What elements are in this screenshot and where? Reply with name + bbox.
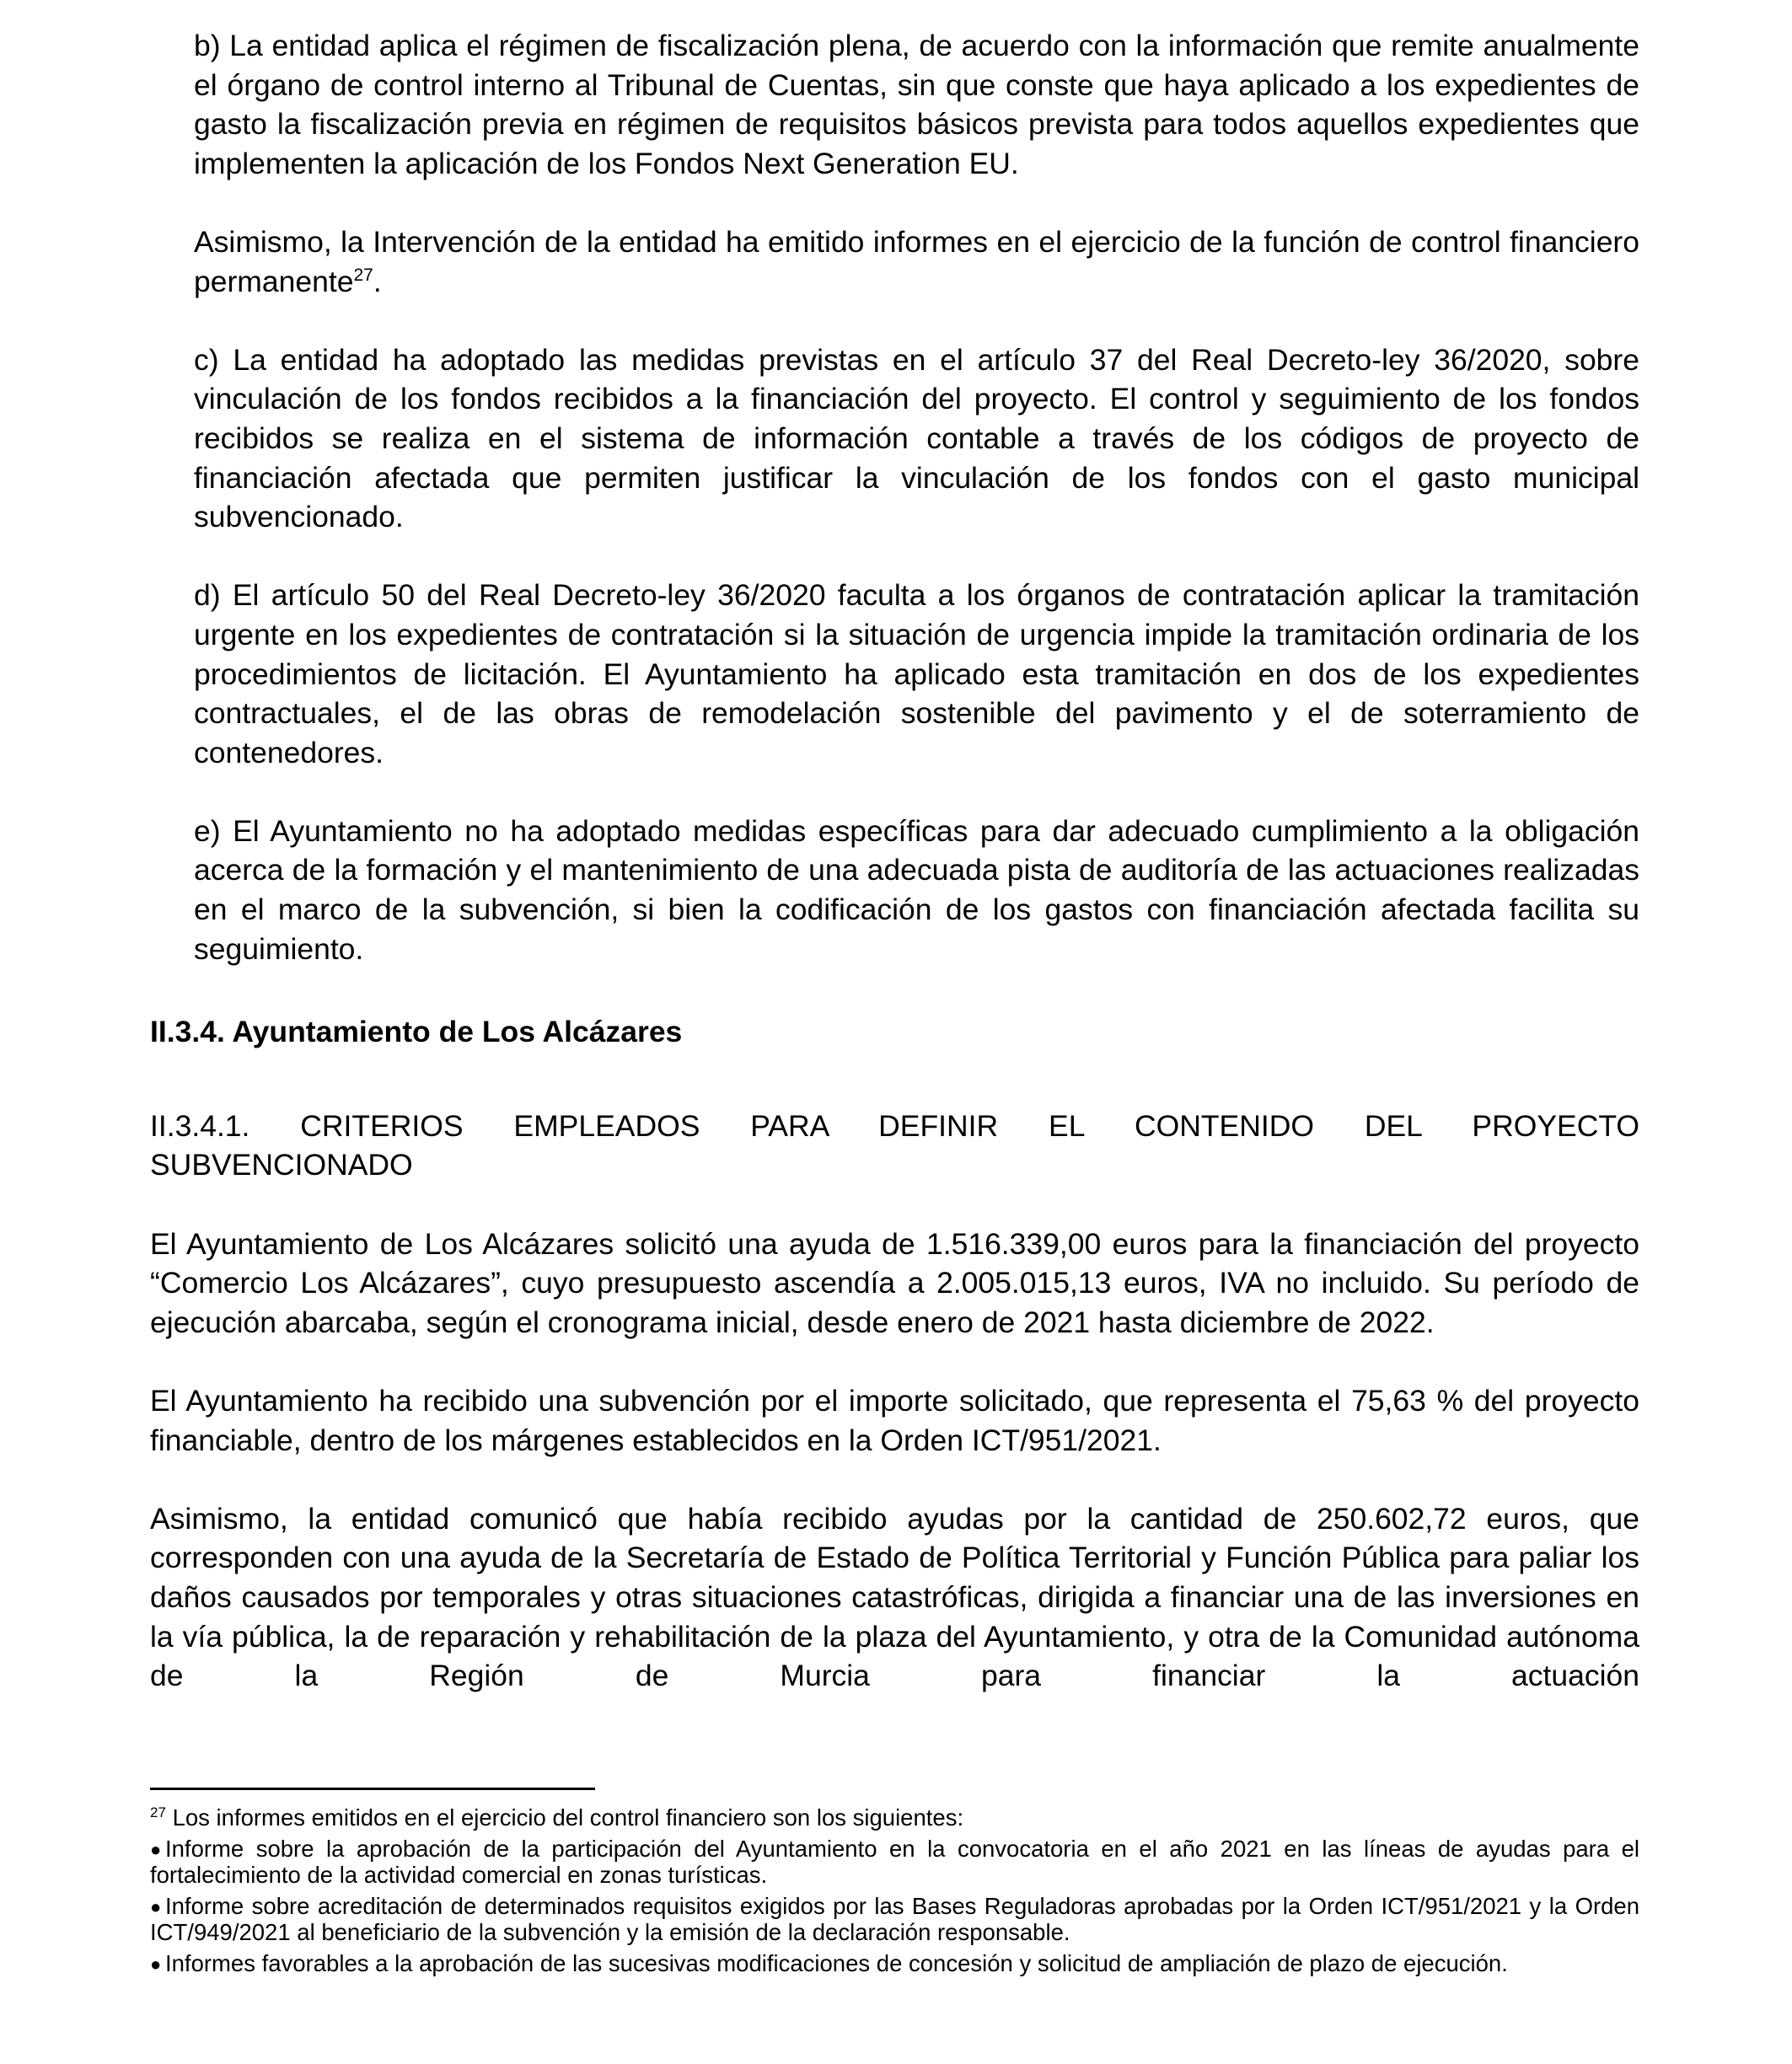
- section-heading: II.3.4. Ayuntamiento de Los Alcázares: [150, 1015, 683, 1049]
- paragraph-asimismo-intervencion: [194, 222, 1639, 301]
- subsection-heading-line2: SUBVENCIONADO: [150, 1148, 413, 1182]
- paragraph-c: c) La entidad ha adoptado las medidas previstas en el artículo 37 del Real Decreto-ley 36/2020, sobre vinculación de los fondos recibidos a la financiación del proyecto. El control y seguimiento de los fondos recibidos se realiza en el sistema de información contable a través de los códigos de proyecto de financiación afectada que permiten justificar la vinculación de los fondos con el gasto municipal subvencionado.: [194, 342, 1639, 534]
- footnote-separator: [150, 1788, 595, 1790]
- footnote-list-item: [150, 1836, 1639, 1888]
- footnote-intro: Los informes emitidos en el ejercicio del control financiero son los siguientes:: [172, 1804, 964, 1831]
- footnote-27: [150, 1805, 1639, 1831]
- footnote-list-item: [150, 1951, 1639, 1977]
- paragraph-end: .: [373, 264, 382, 298]
- subsection-heading: [150, 1107, 1639, 1185]
- document-page: [150, 26, 1639, 1734]
- paragraph-b: b) La entidad aplica el régimen de fiscalización plena, de acuerdo con la información que remite anualmente el órgano de control interno al Tribunal de Cuentas, sin que conste que haya aplicado a los expedientes de gasto la fiscalización previa en régimen de requisitos básicos prevista para todos aquellos expedientes que implementen la aplicación de los Fondos Next Generation EU.: [194, 29, 1639, 180]
- paragraph-text: Asimismo, la Intervención de la entidad ha emitido informes en el ejercicio de la función de control financiero permanente: [194, 224, 1639, 298]
- footnote-item-text: Informe sobre acreditación de determinados requisitos exigidos por las Bases Reguladoras aprobadas por la Orden ICT/951/2021 y la Orden ICT/949/2021 al beneficiario de la subvención y la emisión de la declaración responsable.: [150, 1893, 1639, 1945]
- footnote-number: 27: [150, 1804, 166, 1820]
- bullet-icon: ●: [150, 1896, 162, 1917]
- subsection-heading-line1: II.3.4.1. CRITERIOS EMPLEADOS PARA DEFINIR EL CONTENIDO DEL PROYECTO: [150, 1108, 1639, 1143]
- bullet-icon: ●: [150, 1839, 162, 1860]
- footnote-list-item: [150, 1894, 1639, 1945]
- paragraph-otras-ayudas: Asimismo, la entidad comunicó que había recibido ayudas por la cantidad de 250.602,72 euros, que corresponden con una ayuda de la Secretaría de Estado de Política Territorial y Función Pública para paliar los daños causados por temporales y otras situaciones catastróficas, dirigida a financiar una de las inversiones en la vía pública, la de reparación y rehabilitación de la plaza del Ayuntamiento, y otra de la Comunidad autónoma de la Región de Murcia para financiar la actuación: [150, 1501, 1639, 1693]
- footnote-item-text: Informe sobre la aprobación de la participación del Ayuntamiento en la convocatoria en el año 2021 en las líneas de ayudas para el fortalecimiento de la actividad comercial en zonas turísticas.: [150, 1836, 1639, 1888]
- footnote-item-text: Informes favorables a la aprobación de las sucesivas modificaciones de concesión y solicitud de ampliación de plazo de ejecución.: [165, 1950, 1508, 1976]
- paragraph-e: e) El Ayuntamiento no ha adoptado medidas específicas para dar adecuado cumplimiento a la obligación acerca de la formación y el mantenimiento de una adecuada pista de auditoría de las actuaciones realizadas en el marco de la subvención, si bien la codificación de los gastos con financiación afectada facilita su seguimiento.: [194, 813, 1639, 966]
- paragraph-d: d) El artículo 50 del Real Decreto-ley 36/2020 faculta a los órganos de contratación aplicar la tramitación urgente en los expedientes de contratación si la situación de urgencia impide la tramitación ordinaria de los procedimientos de licitación. El Ayuntamiento ha aplicado esta tramitación en dos de los expedientes contractuales, el de las obras de remodelación sostenible del pavimento y el de soterramiento de contenedores.: [194, 578, 1639, 769]
- bullet-icon: ●: [150, 1954, 162, 1975]
- footnotes-section: [150, 1788, 1639, 1983]
- paragraph-subvencion-recibida: El Ayuntamiento ha recibido una subvención por el importe solicitado, que representa el 75,63 % del proyecto financiable, dentro de los márgenes establecidos en la Orden ICT/951/2021.: [150, 1384, 1639, 1457]
- footnote-reference[interactable]: 27: [353, 265, 373, 285]
- paragraph-solicitud: El Ayuntamiento de Los Alcázares solicitó una ayuda de 1.516.339,00 euros para la financiación del proyecto “Comercio Los Alcázares”, cuyo presupuesto ascendía a 2.005.015,13 euros, IVA no incluido. Su período de ejecución abarcaba, según el cronograma inicial, desde enero de 2021 hasta diciembre de 2022.: [150, 1226, 1639, 1339]
